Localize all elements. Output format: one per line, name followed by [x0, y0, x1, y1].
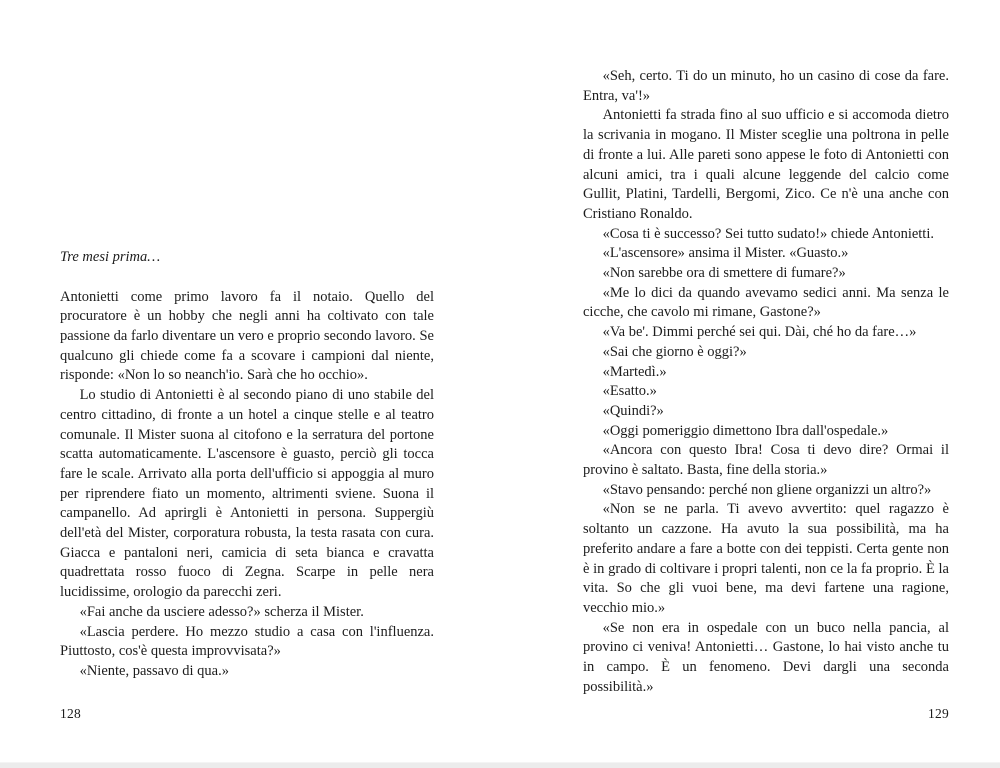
paragraph: «Lascia perdere. Ho mezzo studio a casa con l'influenza. Piuttosto, cos'è questa improvvisata?» [60, 623, 434, 660]
page-number-left: 128 [60, 706, 82, 721]
paragraph: «Quindi?» [602, 402, 664, 419]
section-marker: Tre mesi prima… [60, 249, 161, 265]
paragraph: Antonietti come primo lavoro fa il notaio. Quello del procuratore è un hobby che negli anni ha coltivato con tale passione da farlo diventare un vero e proprio secondo lavoro. Se qualcuno gli chiede come fa a scovare i campioni dal niente, risponde: «Non lo so neanch'io. Sarà che ho occhio». [60, 288, 434, 384]
paragraph: «Niente, passavo di qua.» [79, 662, 229, 679]
page-left [60, 0, 434, 768]
paragraph: «Martedì.» [602, 363, 667, 380]
paragraph: «Non sarebbe ora di smettere di fumare?» [602, 265, 846, 282]
page-number-right: 129 [927, 706, 949, 721]
paragraph: «Esatto.» [602, 383, 657, 400]
page-bottom-edge [0, 762, 1000, 768]
paragraph: «Se non era in ospedale con un buco nella pancia, al provino ci veniva! Antonietti… Gastone, lo hai visto anche tu in campo. È un fenomeno. Devi dargli una seconda possibilità.» [583, 619, 949, 695]
paragraph: «Oggi pomeriggio dimettono Ibra dall'ospedale.» [602, 422, 889, 439]
paragraph: Lo studio di Antonietti è al secondo piano di uno stabile del centro cittadino, di fronte a un hotel a cinque stelle e al teatro comunale. Il Mister suona al citofono e la serratura del portone scatta automaticamente. L'ascensore è guasto, perciò gli tocca fare le scale. Arrivato alla porta dell'ufficio si appoggia al muro per riprendere fiato un momento, altrimenti sviene. Suona il campanello. Ad aprirgli è Antonietti in persona. Suppergiù dell'età del Mister, corporatura robusta, la testa rasata con cura. Giacca e pantaloni neri, camicia di seta bianca e cravatta quadrettata rosso fuoco di Zegna. Scarpe in pelle nera lucidissime, orologio da parecchi zeri. [60, 387, 434, 601]
paragraph: «Seh, certo. Ti do un minuto, ho un casino di cose da fare. Entra, va'!» [583, 68, 949, 104]
page-right [583, 0, 949, 768]
paragraph: Antonietti fa strada fino al suo ufficio e si accomoda dietro la scrivania in mogano. Il Mister sceglie una poltrona in pelle di fronte a lui. Alle pareti sono appese le foto di Antonietti con alcuni amici, tra i quali alcune leggende del calcio come Gullit, Platini, Tardelli, Bergomi, Zico. Ce n'è una anche con Cristiano Ronaldo. [583, 107, 949, 222]
paragraph: «Non se ne parla. Ti avevo avvertito: quel ragazzo è soltanto un cazzone. Ha avuto la sua possibilità, ma ha preferito andare a fare a botte con dei teppisti. Certa gente non è in grado di coltivare i propri talenti, non ce la fa proprio. È la vita. So che gli vuoi bene, ma devi fartene una ragione, vecchio mio.» [583, 501, 949, 616]
paragraph: «Cosa ti è successo? Sei tutto sudato!» chiede Antonietti. [602, 225, 934, 242]
paragraph: «L'ascensore» ansima il Mister. «Guasto.» [602, 245, 849, 262]
paragraph: «Stavo pensando: perché non gliene organizzi un altro?» [602, 481, 932, 498]
paragraph: «Fai anche da usciere adesso?» scherza il Mister. [79, 603, 364, 620]
paragraph: «Me lo dici da quando avevamo sedici anni. Ma senza le cicche, che cavolo mi rimane, Gastone?» [583, 284, 949, 321]
paragraph: «Sai che giorno è oggi?» [602, 343, 747, 360]
paragraph: «Ancora con questo Ibra! Cosa ti devo dire? Ormai il provino è saltato. Basta, fine della storia.» [583, 442, 949, 479]
paragraph: «Va be'. Dimmi perché sei qui. Dài, ché ho da fare…» [602, 324, 917, 341]
